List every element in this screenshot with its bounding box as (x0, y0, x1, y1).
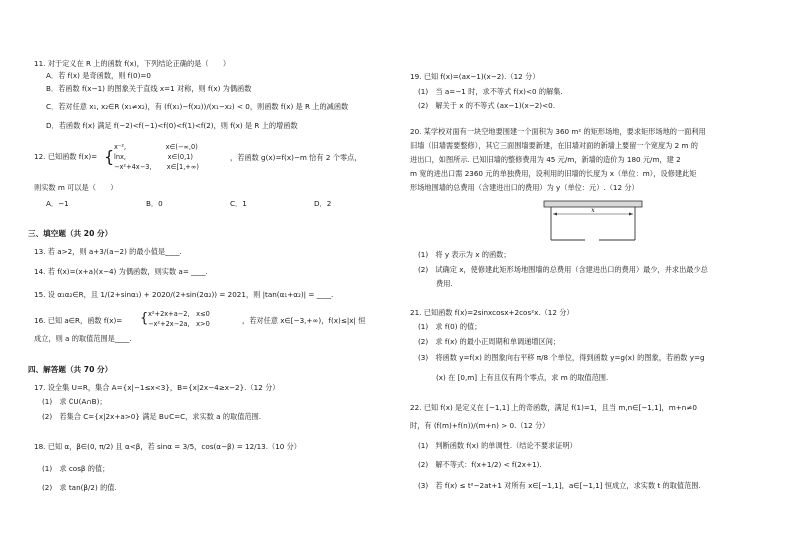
q11-stem: 11. 对于定义在 R 上的函数 f(x)，下列结论正确的是（ ） (34, 59, 231, 68)
q21-part-2: (2) 求 f(x) 的最小正周期和单调递增区间； (418, 337, 561, 346)
q22-part-3: (3) 若 f(x) ≤ t²−2at+1 对所有 x∈[−1,1]，a∈[−1,1] 恒成立，求实数 t 的取值范围. (418, 481, 701, 490)
q21-part-3a: (3) 将函数 y=f(x) 的图象向右平移 π/8 个单位，得到函数 y=g(x) 的图象，若函数 y=g (418, 353, 705, 362)
q12-case-2: lnx, x∈(0,1) (114, 153, 193, 161)
q17-stem: 17. 设全集 U=R，集合 A={x|−1≤x<3}，B={x|2x−4≥x−2}.（12 分） (34, 383, 280, 392)
q12-option-a: A．−1 (46, 199, 69, 208)
q18-part-1: (1) 求 cosβ 的值； (42, 464, 110, 473)
q19-stem: 19. 已知 f(x)=(ax−1)(x−2).（12 分） (410, 72, 540, 81)
q13: 13. 若 a>2，则 a+3/(a−2) 的最小值是____. (34, 247, 182, 256)
q12-case-3: −x²+4x−3, x∈[1,+∞) (114, 163, 199, 171)
q20-line-2: 旧墙（旧墙需要整修），其它三面围墙要新建，在旧墙对面的新墙上要留一个宽度为 2 m 的 (410, 141, 698, 150)
section-solutions: 四、解答题（共 70 分） (28, 365, 113, 374)
q22-part-2: (2) 解不等式：f(x+1/2) < f(2x+1). (418, 460, 542, 469)
q21-stem: 21. 已知函数 f(x)=2sinxcosx+2cos²x.（12 分） (410, 308, 574, 317)
q20-line-3: 进出口，如图所示. 已知旧墙的整修费用为 45 元/m，新墙的造价为 180 元/m，建 2 (410, 155, 681, 164)
q11-option-c: C．若对任意 x₁, x₂∈R (x₁≠x₂)，有 (f(x₁)−f(x₂))/(x₁−x₂) < 0，则函数 f(x) 是 R 上的减函数 (46, 102, 349, 111)
q16-tail: ，若对任意 x∈[−3,+∞)，f(x)≤|x| 恒 (242, 316, 366, 325)
x-label: x (591, 207, 595, 214)
q16-lead: 16. 已知 a∈R，函数 f(x)= (34, 316, 123, 325)
q12-tail: ，若函数 g(x)=f(x)−m 恰有 2 个零点， (230, 153, 362, 162)
q12-line2: 则实数 m 可以是（ ） (34, 183, 118, 192)
q16-case-2: −x²+2x−2a, x>0 (148, 320, 210, 328)
q15: 15. 设 α₁α₂∈R，且 1/(2+sinα₁) + 2020/(2+sin(2α₂)) = 2021，则 |tan(α₁+α₂)| = ____. (34, 290, 334, 299)
q12-option-c: C．1 (230, 199, 247, 208)
q21-part-1: (1) 求 f(0) 的值； (418, 322, 482, 331)
q11-option-d: D．若函数 f(x) 满足 f(−2)<f(−1)<f(0)<f(1)<f(2)，则 f(x) 是 R 上的增函数 (46, 121, 298, 130)
q16-case-1: x²+2x+a−2, x≤0 (148, 310, 210, 318)
q12-option-d: D．2 (314, 199, 332, 208)
q22-part-1: (1) 判断函数 f(x) 的单调性.（结论不要求证明） (418, 441, 577, 450)
q17-part-1: (1) 求 ∁U(A∩B)； (42, 397, 107, 406)
q11-option-b: B．若函数 f(x−1) 的图象关于直线 x=1 对称，则 f(x) 为偶函数 (46, 84, 252, 93)
section-fill-in: 三、填空题（共 20 分） (28, 229, 113, 238)
q21-part-3b: (x) 在 [0,m] 上有且仅有两个零点，求 m 的取值范围. (436, 373, 609, 382)
q12-case-1: x⁻², x∈(−∞,0) (114, 143, 198, 151)
q16-line2: 成立，则 a 的取值范围是____. (34, 334, 132, 343)
q12-lead: 12. 已知函数 f(x)= (34, 152, 98, 161)
arrow-left-icon (553, 213, 557, 216)
q17-part-2: (2) 若集合 C={x|2x+a>0} 满足 B∪C=C，求实数 a 的取值范围. (42, 412, 262, 421)
q20-field-diagram (543, 200, 643, 246)
q11-option-a: A．若 f(x) 是奇函数，则 f(0)=0 (46, 71, 151, 80)
q20-line-4: m 宽的进出口需 2360 元的单独费用，设利用的旧墙的长度为 x（单位：m），设修建此矩 (410, 169, 697, 178)
q20-part-2a: (2) 试确定 x，使修建此矩形场地围墙的总费用（含建进出口的费用）最少，并求出最少总 (418, 265, 708, 274)
q22-line-1: 22. 已知 f(x) 是定义在 [−1,1] 上的奇函数，满足 f(1)=1，且当 m,n∈[−1,1]，m+n≠0 (410, 403, 697, 412)
q14: 14. 若 f(x)=(x+a)(x−4) 为偶函数，则实数 a= ____. (34, 267, 208, 276)
q16-brace: { (140, 311, 149, 326)
q20-part-2b: 费用. (436, 279, 453, 288)
q18-part-2: (2) 求 tan(β/2) 的值. (42, 483, 117, 492)
q22-line-2: 时，有 (f(m)+f(n))/(m+n) > 0.（12 分） (410, 421, 550, 430)
q20-line-1: 20. 某学校对面有一块空地要围建一个面积为 360 m² 的矩形场地，要求矩形场地的一面利用 (410, 127, 706, 136)
q12-brace: { (104, 147, 115, 166)
q19-part-1: (1) 当 a=−1 时，求不等式 f(x)<0 的解集. (418, 87, 563, 96)
q12-option-b: B．0 (146, 199, 163, 208)
q18-stem: 18. 已知 α，β∈(0, π/2) 且 α<β，若 sinα = 3/5，cos(α−β) = 12/13.（10 分） (34, 442, 301, 451)
q19-part-2: (2) 解关于 x 的不等式 (ax−1)(x−2)<0. (418, 101, 555, 110)
arrow-right-icon (629, 213, 633, 216)
q20-line-5: 形场地围墙的总费用（含建进出口的费用）为 y（单位：元）.（12 分） (410, 183, 639, 192)
q20-part-1: (1) 将 y 表示为 x 的函数； (418, 250, 511, 259)
